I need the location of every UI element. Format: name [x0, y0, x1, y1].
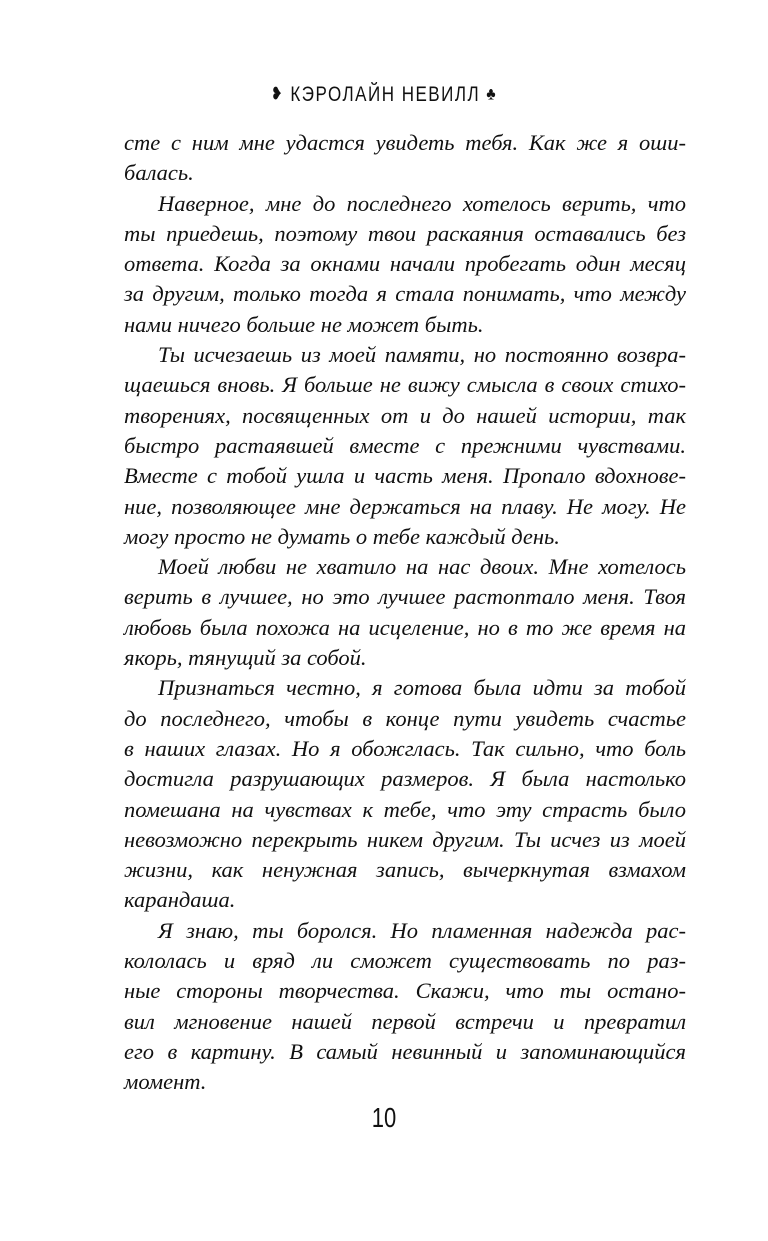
text-line: помешана на чувствах к тебе, что эту страсть было — [124, 796, 686, 822]
text-line: Моей любви не хватило на нас двоих. Мне хотелось — [158, 554, 686, 580]
text-line: в наших глазах. Но я обожглась. Так сильно, что боль — [124, 735, 686, 761]
text-line: карандаша. — [124, 887, 236, 913]
text-line: якорь, тянущий за собой. — [124, 645, 367, 671]
text-line: творениях, посвященных от и до нашей истории, так — [124, 402, 686, 428]
text-line: верить в лучшее, но это лучшее растоптало меня. Твоя — [124, 584, 686, 610]
text-line: могу просто не думать о тебе каждый день. — [124, 523, 560, 549]
leaf-ornament-icon: ❥ — [270, 83, 285, 104]
text-line: Вместе с тобой ушла и часть меня. Пропало вдохнове- — [124, 463, 686, 489]
page-number: 10 — [371, 1102, 397, 1134]
text-line: Наверное, мне до последнего хотелось верить, что — [158, 190, 686, 216]
text-line: любовь была похожа на исцеление, но в то же время на — [124, 614, 686, 640]
text-line: Признаться честно, я готова была идти за тобой — [158, 675, 686, 701]
text-line: сте с ним мне удастся увидеть тебя. Как же я оши- — [124, 130, 686, 155]
text-line: нами ничего больше не может быть. — [124, 311, 484, 337]
text-line: момент. — [124, 1069, 207, 1095]
text-line: Я знаю, ты боролся. Но пламенная надежда рас- — [158, 917, 686, 943]
running-head — [0, 82, 768, 107]
author-name: КЭРОЛАЙН НЕВИЛЛ — [290, 82, 481, 106]
text-line: невозможно перекрыть никем другим. Ты исчез из моей — [124, 826, 686, 852]
text-line: его в картину. В самый невинный и запоминающийся — [124, 1038, 686, 1064]
text-line: достигла разрушающих размеров. Я была настолько — [124, 766, 686, 792]
text-line: ние, позволяющее мне держаться на плаву. Не могу. Не — [124, 493, 686, 519]
text-line: ные стороны творчества. Скажи, что ты остано- — [124, 978, 686, 1004]
text-line: вил мгновение нашей первой встречи и превратил — [124, 1008, 686, 1034]
text-line: до последнего, чтобы в конце пути увидеть счастье — [124, 705, 686, 731]
text-line: щаешься вновь. Я больше не вижу смысла в своих стихо- — [124, 372, 686, 398]
text-line: кололась и вряд ли сможет существовать по раз- — [124, 948, 686, 974]
text-line: ответа. Когда за окнами начали пробегать один месяц — [124, 251, 686, 277]
text-line: быстро растаявшей вместе с прежними чувствами. — [124, 432, 686, 458]
text-line: балась. — [124, 160, 194, 186]
text-line: ты приедешь, поэтому твои раскаяния оставались без — [124, 220, 686, 246]
text-line: за другим, только тогда я стала понимать, что между — [124, 281, 686, 307]
clover-ornament-icon: ♣ — [486, 83, 498, 104]
text-line: Ты исчезаешь из моей памяти, но постоянно возвра- — [158, 342, 686, 368]
body-text — [124, 128, 686, 1098]
text-line: жизни, как ненужная запись, вычеркнутая взмахом — [124, 857, 686, 883]
